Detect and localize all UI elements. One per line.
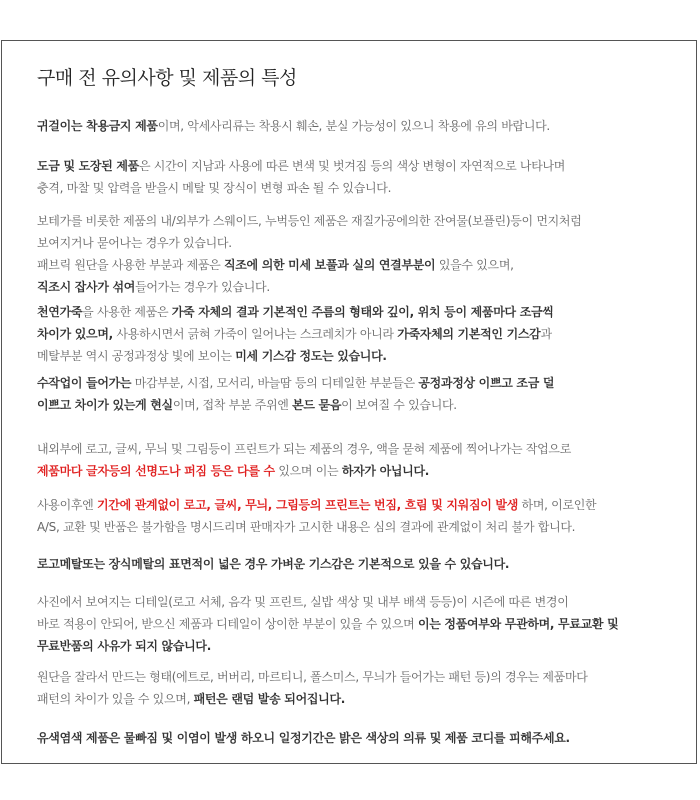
- emphasis-text: 무료반품의 사유가 되지 않습니다.: [37, 639, 211, 653]
- notice-line: [37, 394, 667, 416]
- notice-paragraph: [37, 301, 667, 367]
- notice-line: [37, 177, 667, 199]
- notice-text: 을 사용한 제품은: [82, 305, 172, 319]
- emphasis-text: 차이가 있으며,: [37, 327, 113, 341]
- emphasis-text: 이는 정품여부와 무관하며, 무료교환 및: [417, 617, 619, 631]
- notice-line: [37, 688, 667, 710]
- emphasis-text: 공정과정상 이쁘고 조금 덜: [418, 376, 555, 390]
- emphasis-text: 유색염색 제품은 물빠짐 및 이염이 발생 하오니 일정기간은 밝은 색상의 의류 및 제품 코디를 피해주세요.: [37, 731, 570, 745]
- emphasis-text: 귀걸이는 착용금지 제품: [37, 119, 158, 133]
- notice-text: 내외부에 로고, 글씨, 무늬 및 그림등이 프린트가 되는 제품의 경우, 액을 묻혀 제품에 찍어나가는 작업으로: [37, 442, 572, 456]
- notice-paragraph: [37, 553, 667, 575]
- notice-line: [37, 254, 667, 276]
- notice-text: 패턴의 차이가 있을 수 있으며,: [37, 692, 194, 706]
- notice-line: [37, 210, 667, 232]
- emphasis-text: 본드 묻음: [292, 398, 342, 412]
- notice-line: [37, 301, 667, 323]
- notice-line: [37, 345, 667, 367]
- notice-text: A/S, 교환 및 반품은 불가함을 명시드리며 판매자가 고시한 내용은 심의 결과에 관계없이 처리 불가 합니다.: [37, 520, 576, 534]
- notice-text: 이며, 접착 부분 주위엔: [172, 398, 293, 412]
- notice-paragraph: [37, 727, 667, 749]
- notice-line: [37, 372, 667, 394]
- notice-line: [37, 276, 667, 298]
- emphasis-text: 로고메탈또는 장식메탈의 표면적이 넓은 경우 가벼운 기스감은 기본적으로 있을 수 있습니다.: [37, 557, 510, 571]
- emphasis-text: 직조시 잡사가 섞여: [37, 280, 136, 294]
- notice-line: [37, 460, 667, 482]
- notice-paragraph: [37, 155, 667, 199]
- notice-line: [37, 613, 667, 635]
- notice-paragraph: [37, 210, 667, 298]
- notice-text: 원단을 잘라서 만드는 형태(에트로, 버버리, 마르티니, 폴스미스, 무늬가 들어가는 패턴 등)의 경우는 제품마다: [37, 670, 588, 684]
- notice-line: [37, 666, 667, 688]
- notice-text: 사용하시면서 긁혀 가죽이 일어나는 스크레치가 아니라: [112, 327, 398, 341]
- emphasis-text: 이쁘고 차이가 있는게 현실: [37, 398, 173, 412]
- notice-paragraph: [37, 666, 667, 710]
- emphasis-text: 천연가죽: [37, 305, 83, 319]
- notice-paragraph: [37, 591, 667, 657]
- emphasis-text: 도금 및 도장된 제품: [37, 159, 139, 173]
- emphasis-text: 가죽 자체의 결과 기본적인 주름의 형태와 깊이, 위치 등이 제품마다 조금씩: [171, 305, 554, 319]
- page-title: 구매 전 유의사항 및 제품의 특성: [37, 67, 297, 89]
- emphasis-text: 미세 기스감 정도는 있습니다.: [235, 349, 387, 363]
- notice-text: 있으며 이는: [274, 464, 342, 478]
- emphasis-text: 패턴은 랜덤 발송 되어집니다.: [193, 692, 345, 706]
- emphasis-text: 직조에 의한 미세 보풀과 실의 연결부분이: [223, 258, 436, 272]
- notice-line: [37, 635, 667, 657]
- notice-text: 사진에서 보여지는 디테일(로고 서체, 음각 및 프린트, 실밥 색상 및 내부 배색 등등)이 시즌에 따른 변경이: [37, 595, 569, 609]
- emphasis-text: 수작업이 들어가는: [37, 376, 132, 390]
- warning-text: 기간에 관계없이 로고, 글씨, 무늬, 그림등의 프린트는 번짐, 흐림 및 지워짐이 발생: [96, 498, 519, 512]
- notice-text: 하며, 이로인한: [518, 498, 597, 512]
- notice-text: 과: [540, 327, 552, 341]
- notice-line: [37, 494, 667, 516]
- warning-text: 제품마다 글자등의 선명도나 퍼짐 등은 다를 수: [37, 464, 275, 478]
- notice-line: [37, 323, 667, 345]
- notice-paragraph: [37, 438, 667, 482]
- notice-paragraph: [37, 115, 667, 137]
- notice-line: [37, 232, 667, 254]
- emphasis-text: 하자가 아닙니다.: [341, 464, 430, 478]
- notice-line: [37, 553, 667, 575]
- notice-text: 이 보여질 수 있습니다.: [341, 398, 457, 412]
- notice-paragraph: [37, 372, 667, 416]
- notice-line: [37, 155, 667, 177]
- notice-line: [37, 438, 667, 460]
- notice-text: 사용이후엔: [37, 498, 97, 512]
- emphasis-text: 가죽자체의 기본적인 기스감: [397, 327, 541, 341]
- notice-line: [37, 727, 667, 749]
- notice-text: 메탈부분 역시 공정과정상 빛에 보이는: [37, 349, 236, 363]
- notice-text: 마감부분, 시접, 모서리, 바늘땀 등의 디테일한 부분들은: [131, 376, 419, 390]
- notice-text: 들어가는 경우가 있습니다.: [135, 280, 270, 294]
- notice-paragraph: [37, 494, 667, 538]
- notice-text: 패브릭 원단을 사용한 부분과 제품은: [37, 258, 224, 272]
- notice-text: 바로 적용이 안되어, 받으신 제품과 디테일이 상이한 부분이 있을 수 있으며: [37, 617, 418, 631]
- notice-text: 은 시간이 지남과 사용에 따른 변색 및 벗겨짐 등의 색상 변형이 자연적으로 나타나며: [138, 159, 566, 173]
- notice-text: 보테가를 비롯한 제품의 내/외부가 스웨이드, 누벅등인 제품은 재질가공에의한 잔여물(보플린)등이 먼지처럼: [37, 214, 582, 228]
- notice-text: 이며, 악세사리류는 착용시 훼손, 분실 가능성이 있으니 착용에 유의 바랍니다.: [157, 119, 550, 133]
- notice-text: 충격, 마찰 및 압력을 받을시 메탈 및 장식이 변형 파손 될 수 있습니다.: [37, 181, 392, 195]
- notice-line: [37, 115, 667, 137]
- notice-line: [37, 516, 667, 538]
- notice-text: 있을수 있으며,: [435, 258, 514, 272]
- notice-text: 보여지거나 묻어나는 경우가 있습니다.: [37, 236, 232, 250]
- notice-line: [37, 591, 667, 613]
